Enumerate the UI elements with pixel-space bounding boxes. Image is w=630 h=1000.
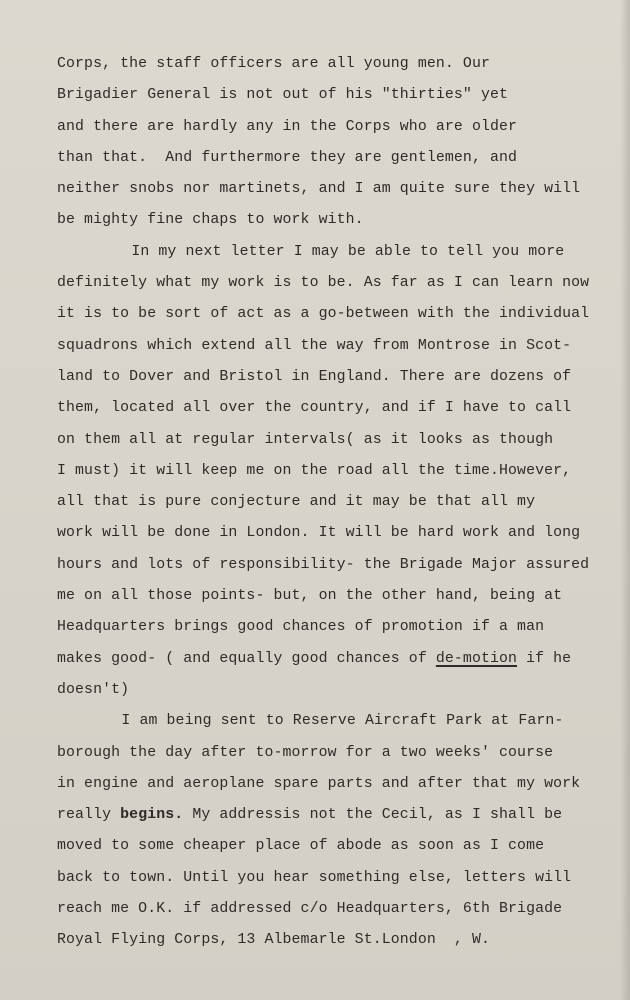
text-line: I must) it will keep me on the road all the time.However, bbox=[57, 461, 572, 479]
text-fragment: makes good- ( and equally good chances of bbox=[57, 649, 436, 667]
text-line: definitely what my work is to be. As far as I can learn now bbox=[57, 274, 590, 292]
text-line: neither snobs nor martinets, and I am quite sure they will bbox=[57, 180, 581, 198]
text-line: and there are hardly any in the Corps who are older bbox=[57, 117, 518, 135]
text-line: I am being sent to Reserve Aircraft Park at Farn- bbox=[121, 712, 564, 730]
text-line: it is to be sort of act as a go-between with the individual bbox=[57, 305, 590, 323]
underlined-word: de-motion bbox=[435, 649, 518, 667]
text-fragment: if he bbox=[517, 649, 572, 667]
text-fragment: really bbox=[57, 806, 121, 824]
text-line: land to Dover and Bristol in England. There are dozens of bbox=[57, 367, 572, 385]
text-line bbox=[57, 643, 612, 674]
text-line: Corps, the staff officers are all young men. Our bbox=[57, 55, 490, 72]
text-line: Brigadier General is not out of his "thirties" yet bbox=[57, 86, 509, 104]
text-fragment: My addressis not the Cecil, as I shall be bbox=[183, 806, 563, 824]
text-line: Royal Flying Corps, 13 Albemarle St.London , W. bbox=[57, 931, 490, 949]
text-line: Headquarters brings good chances of promotion if a man bbox=[57, 618, 545, 636]
text-line: moved to some cheaper place of abode as soon as I come bbox=[57, 837, 545, 855]
text-line: them, located all over the country, and if I have to call bbox=[57, 399, 572, 417]
text-line: hours and lots of responsibility- the Brigade Major assured bbox=[57, 555, 590, 573]
text-line: than that. And furthermore they are gentlemen, and bbox=[57, 148, 518, 166]
text-line: work will be done in London. It will be hard work and long bbox=[57, 524, 581, 542]
text-line: in engine and aeroplane spare parts and after that my work bbox=[57, 774, 581, 792]
text-line: me on all those points- but, on the other hand, being at bbox=[57, 587, 563, 605]
typed-letter-body bbox=[57, 48, 617, 956]
text-line: be mighty fine chaps to work with. bbox=[57, 211, 364, 229]
text-line: on them all at regular intervals( as it looks as though bbox=[57, 430, 554, 448]
text-line: In my next letter I may be able to tell you more bbox=[131, 242, 565, 260]
text-line: doesn't) bbox=[57, 680, 130, 698]
text-line: back to town. Until you hear something else, letters will bbox=[57, 868, 572, 886]
text-line: reach me O.K. if addressed c/o Headquarters, 6th Brigade bbox=[57, 900, 563, 918]
text-line: squadrons which extend all the way from Montrose in Scot- bbox=[57, 336, 572, 354]
text-line: borough the day after to-morrow for a two weeks' course bbox=[57, 743, 554, 761]
text-line bbox=[57, 799, 612, 830]
text-line: all that is pure conjecture and it may be that all my bbox=[57, 493, 536, 511]
bold-word: begins. bbox=[120, 806, 184, 824]
